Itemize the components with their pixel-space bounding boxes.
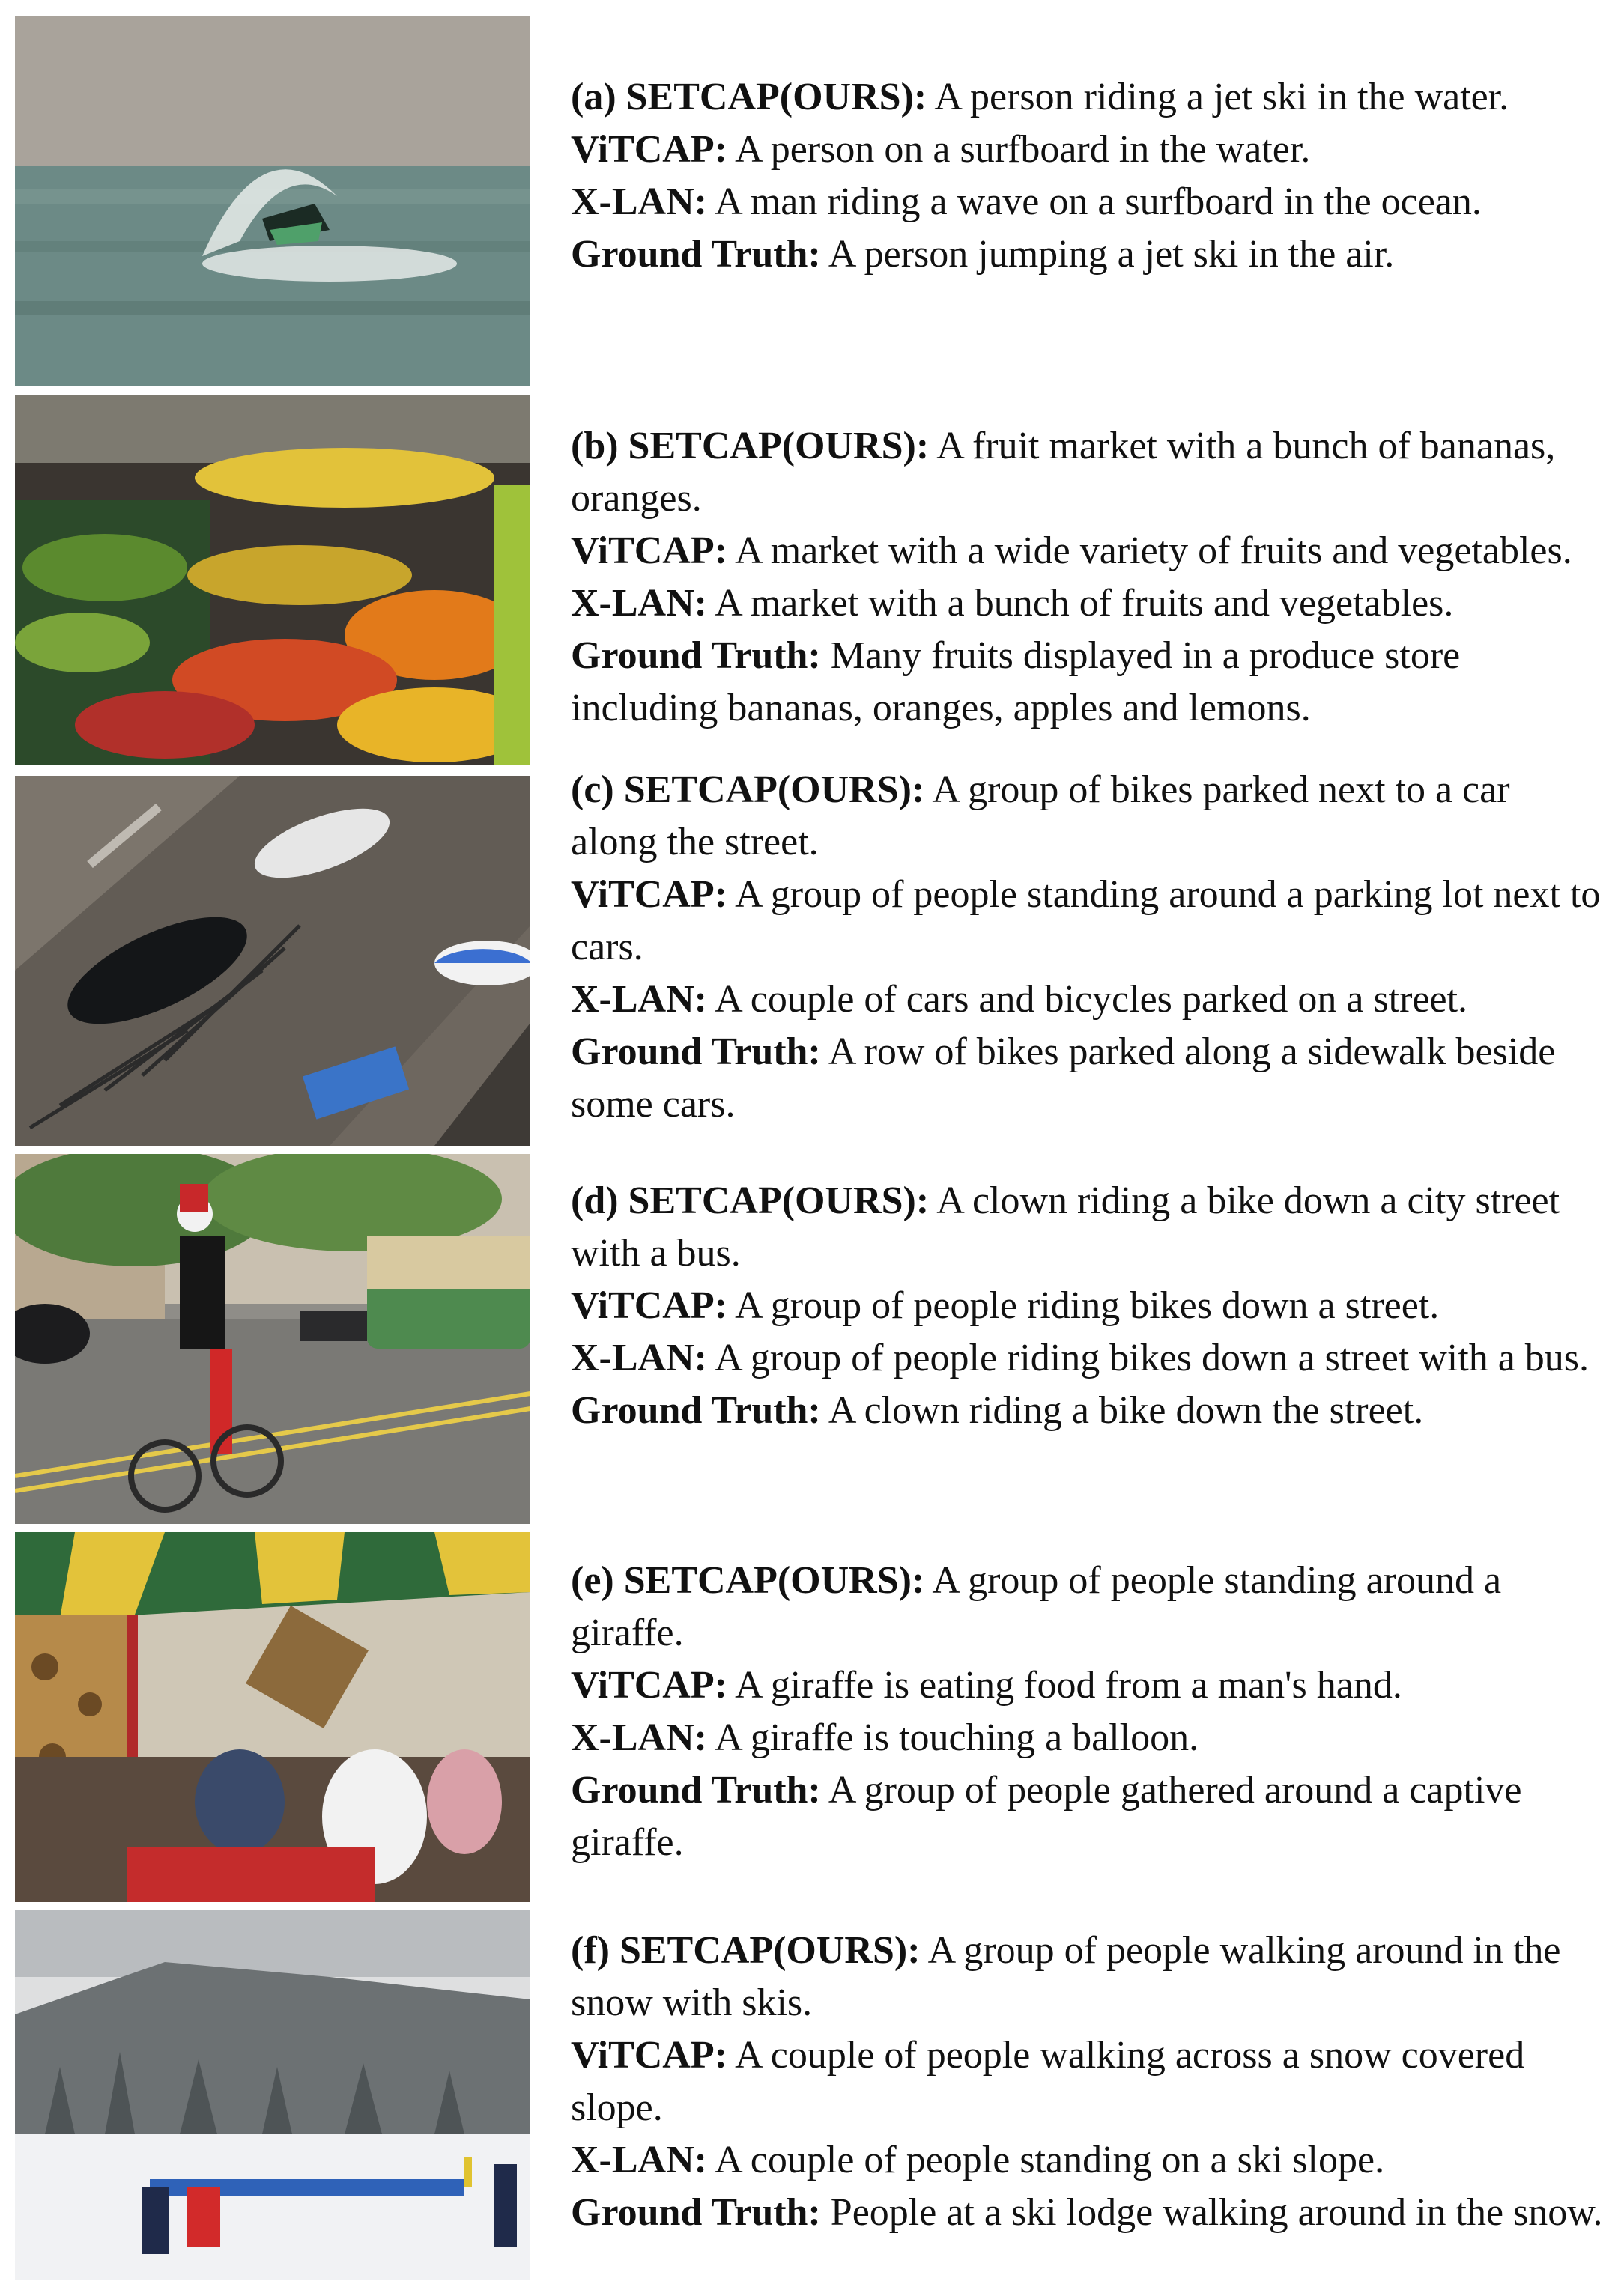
caption-setcap: (a) SETCAP(OURS): A person riding a jet ski in the water.: [571, 76, 1509, 118]
example-image-e: [15, 1532, 530, 1902]
caption-setcap: (d) SETCAP(OURS): A clown riding a bike down a city street with a bus.: [571, 1179, 1560, 1275]
caption-setcap: (f) SETCAP(OURS): A group of people walking around in the snow with skis.: [571, 1929, 1561, 2024]
caption-block-a: [571, 71, 1605, 281]
caption-vitcap: ViTCAP: A market with a wide variety of fruits and vegetables.: [571, 529, 1572, 572]
example-row-e: [0, 1532, 1618, 1902]
caption-block-c: [571, 764, 1605, 1131]
caption-vitcap: ViTCAP: A group of people riding bikes down a street.: [571, 1284, 1440, 1327]
example-row-d: [0, 1154, 1618, 1524]
example-image-c: [15, 776, 530, 1146]
caption-setcap: (e) SETCAP(OURS): A group of people standing around a giraffe.: [571, 1559, 1502, 1654]
caption-ground-truth: Ground Truth: A group of people gathered around a captive giraffe.: [571, 1769, 1522, 1864]
caption-vitcap: ViTCAP: A couple of people walking across a snow covered slope.: [571, 2034, 1525, 2129]
caption-setcap: (c) SETCAP(OURS): A group of bikes parked next to a car along the street.: [571, 768, 1510, 863]
caption-ground-truth: Ground Truth: Many fruits displayed in a produce store including bananas, oranges, apples and lemons.: [571, 634, 1461, 729]
caption-xlan: X-LAN: A group of people riding bikes down a street with a bus.: [571, 1337, 1590, 1379]
example-row-c: [0, 768, 1618, 1146]
example-image-f: [15, 1910, 530, 2280]
caption-ground-truth: Ground Truth: A clown riding a bike down the street.: [571, 1389, 1424, 1432]
caption-xlan: X-LAN: A couple of people standing on a ski slope.: [571, 2139, 1385, 2181]
caption-block-d: [571, 1175, 1605, 1437]
caption-xlan: X-LAN: A couple of cars and bicycles parked on a street.: [571, 978, 1468, 1021]
caption-vitcap: ViTCAP: A giraffe is eating food from a man's hand.: [571, 1664, 1402, 1707]
example-image-b: [15, 395, 530, 765]
caption-setcap: (b) SETCAP(OURS): A fruit market with a bunch of bananas, oranges.: [571, 425, 1556, 520]
caption-ground-truth: Ground Truth: A person jumping a jet ski in the air.: [571, 233, 1395, 276]
caption-vitcap: ViTCAP: A group of people standing around a parking lot next to cars.: [571, 873, 1601, 968]
example-image-d: [15, 1154, 530, 1524]
caption-block-b: [571, 420, 1605, 735]
caption-xlan: X-LAN: A giraffe is touching a balloon.: [571, 1716, 1199, 1759]
example-row-f: [0, 1910, 1618, 2280]
caption-block-e: [571, 1555, 1605, 1869]
caption-block-f: [571, 1925, 1605, 2239]
caption-vitcap: ViTCAP: A person on a surfboard in the water.: [571, 128, 1311, 171]
example-image-a: [15, 16, 530, 386]
caption-ground-truth: Ground Truth: People at a ski lodge walking around in the snow.: [571, 2191, 1603, 2234]
caption-ground-truth: Ground Truth: A row of bikes parked along a sidewalk beside some cars.: [571, 1030, 1556, 1126]
caption-xlan: X-LAN: A man riding a wave on a surfboard in the ocean.: [571, 180, 1482, 223]
caption-xlan: X-LAN: A market with a bunch of fruits and vegetables.: [571, 582, 1454, 625]
example-row-a: [0, 16, 1618, 386]
example-row-b: [0, 395, 1618, 765]
